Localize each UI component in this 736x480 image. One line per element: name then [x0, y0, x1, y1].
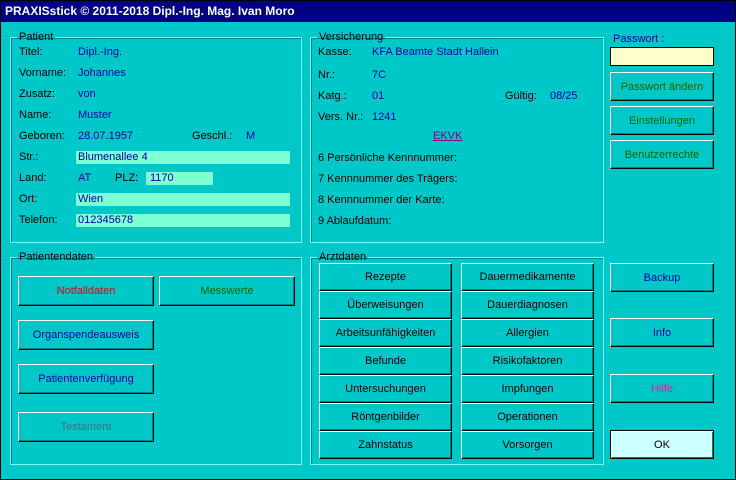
arztdaten-legend: Arztdaten — [319, 251, 367, 263]
titel-value: Dipl.-Ing. — [78, 46, 123, 58]
arbeitsunfaehigkeiten-button[interactable] — [319, 319, 452, 347]
telefon-value: 012345678 — [78, 214, 134, 226]
versnr-label: Vers. Nr.: — [318, 111, 364, 123]
einstellungen-label: Einstellungen — [628, 114, 696, 127]
versnr-value: 1241 — [372, 111, 397, 123]
ekvk-link[interactable]: EKVK — [433, 130, 463, 142]
nr-value: 7C — [372, 69, 387, 81]
rezepte-label: Rezepte — [365, 271, 406, 283]
telefon-field[interactable] — [76, 214, 290, 227]
notfalldaten-label: Notfalldaten — [56, 285, 116, 297]
backup-button[interactable] — [610, 263, 714, 292]
katg-label: Katg.: — [318, 90, 347, 102]
geschl-label: Geschl.: — [192, 130, 233, 142]
organspendeausweis-label: Organspendeausweis — [32, 329, 140, 341]
messwerte-button[interactable] — [159, 276, 295, 306]
ok-button[interactable] — [610, 430, 714, 459]
backup-label: Backup — [643, 271, 681, 284]
name-value: Muster — [78, 109, 112, 121]
gueltig-label: Gültig: — [505, 90, 537, 102]
zusatz-label: Zusatz: — [19, 88, 56, 100]
geboren-value: 28.07.1957 — [78, 130, 134, 142]
ok-label: OK — [654, 438, 670, 451]
vorname-label: Vorname: — [19, 67, 67, 79]
organspendeausweis-button[interactable] — [18, 320, 154, 350]
untersuchungen-button[interactable] — [319, 375, 452, 403]
str-value: Blumenallee 4 — [78, 151, 148, 163]
vorsorgen-label: Vorsorgen — [502, 439, 553, 451]
ort-value: Wien — [78, 193, 104, 205]
allergien-button[interactable] — [461, 319, 594, 347]
arbeitsunfaehigkeiten-label: Arbeitsunfähigkeiten — [335, 327, 436, 339]
dauerdiagnosen-button[interactable] — [461, 291, 594, 319]
dauermedikamente-label: Dauermedikamente — [479, 271, 576, 283]
ueberweisungen-label: Überweisungen — [347, 299, 424, 311]
name-label: Name: — [19, 109, 52, 121]
ort-field[interactable] — [76, 193, 290, 206]
testament-button[interactable] — [18, 412, 154, 442]
notfalldaten-button[interactable] — [18, 276, 154, 306]
window-title: PRAXISstick © 2011-2018 Dipl.-Ing. Mag. Ivan Moro — [5, 4, 295, 18]
rezepte-button[interactable] — [319, 263, 452, 291]
info-label: Info — [652, 326, 672, 339]
untersuchungen-label: Untersuchungen — [345, 383, 426, 395]
roentgenbilder-button[interactable] — [319, 403, 452, 431]
ueberweisungen-button[interactable] — [319, 291, 452, 319]
passwort-aendern-label: Passwort ändern — [620, 80, 704, 93]
patient-legend: Patient — [19, 31, 54, 43]
impfungen-label: Impfungen — [501, 383, 554, 395]
info-button[interactable] — [610, 318, 714, 347]
ablaufdatum-label: 9 Ablaufdatum: — [318, 215, 392, 227]
ort-label: Ort: — [19, 193, 38, 205]
zusatz-value: von — [78, 88, 96, 100]
einstellungen-button[interactable] — [610, 106, 714, 135]
dauerdiagnosen-label: Dauerdiagnosen — [487, 299, 568, 311]
testament-label: Testament — [60, 421, 112, 433]
hilfe-button[interactable] — [610, 374, 714, 403]
land-label: Land: — [19, 172, 47, 184]
hilfe-label: Hilfe — [650, 382, 673, 395]
operationen-label: Operationen — [497, 411, 558, 423]
roentgenbilder-label: Röntgenbilder — [351, 411, 420, 423]
katg-value: 01 — [372, 90, 385, 102]
str-label: Str.: — [19, 151, 39, 163]
patientenverfuegung-button[interactable] — [18, 364, 154, 394]
str-field[interactable] — [76, 151, 290, 164]
passwort-input[interactable] — [610, 47, 714, 66]
messwerte-label: Messwerte — [200, 285, 254, 297]
plz-value: 1170 — [150, 172, 174, 184]
vorsorgen-button[interactable] — [461, 431, 594, 459]
zahnstatus-label: Zahnstatus — [358, 439, 413, 451]
befunde-label: Befunde — [365, 355, 406, 367]
kasse-value: KFA Beamte Stadt Hallein — [372, 46, 499, 58]
versicherung-legend: Versicherung — [319, 31, 384, 43]
allergien-label: Allergien — [506, 327, 549, 339]
gueltig-value: 08/25 — [550, 90, 578, 102]
passwort-label: Passwort : — [613, 33, 665, 45]
client-area — [2, 23, 734, 478]
kennnummer-persoenlich-label: 6 Persönliche Kennnummer: — [318, 152, 457, 164]
geboren-label: Geboren: — [19, 130, 65, 142]
befunde-button[interactable] — [319, 347, 452, 375]
risikofaktoren-button[interactable] — [461, 347, 594, 375]
operationen-button[interactable] — [461, 403, 594, 431]
impfungen-button[interactable] — [461, 375, 594, 403]
kennnummer-traeger-label: 7 Kennnummer des Trägers: — [318, 173, 458, 185]
geschl-value: M — [246, 130, 256, 142]
risikofaktoren-label: Risikofaktoren — [492, 355, 563, 367]
dauermedikamente-button[interactable] — [461, 263, 594, 291]
plz-label: PLZ: — [115, 172, 139, 184]
zahnstatus-button[interactable] — [319, 431, 452, 459]
kennnummer-karte-label: 8 Kennnummer der Karte: — [318, 194, 445, 206]
kasse-label: Kasse: — [318, 46, 352, 58]
benutzerrechte-button[interactable] — [610, 140, 714, 169]
patientendaten-legend: Patientendaten — [19, 251, 94, 263]
title-bar[interactable] — [1, 1, 735, 22]
titel-label: Titel: — [19, 46, 43, 58]
benutzerrechte-label: Benutzerrechte — [624, 148, 700, 161]
nr-label: Nr.: — [318, 69, 336, 81]
land-value: AT — [78, 172, 92, 184]
telefon-label: Telefon: — [19, 214, 58, 226]
patientenverfuegung-label: Patientenverfügung — [38, 373, 134, 385]
passwort-aendern-button[interactable] — [610, 72, 714, 101]
plz-field[interactable] — [146, 172, 213, 185]
vorname-value: Johannes — [78, 67, 126, 79]
